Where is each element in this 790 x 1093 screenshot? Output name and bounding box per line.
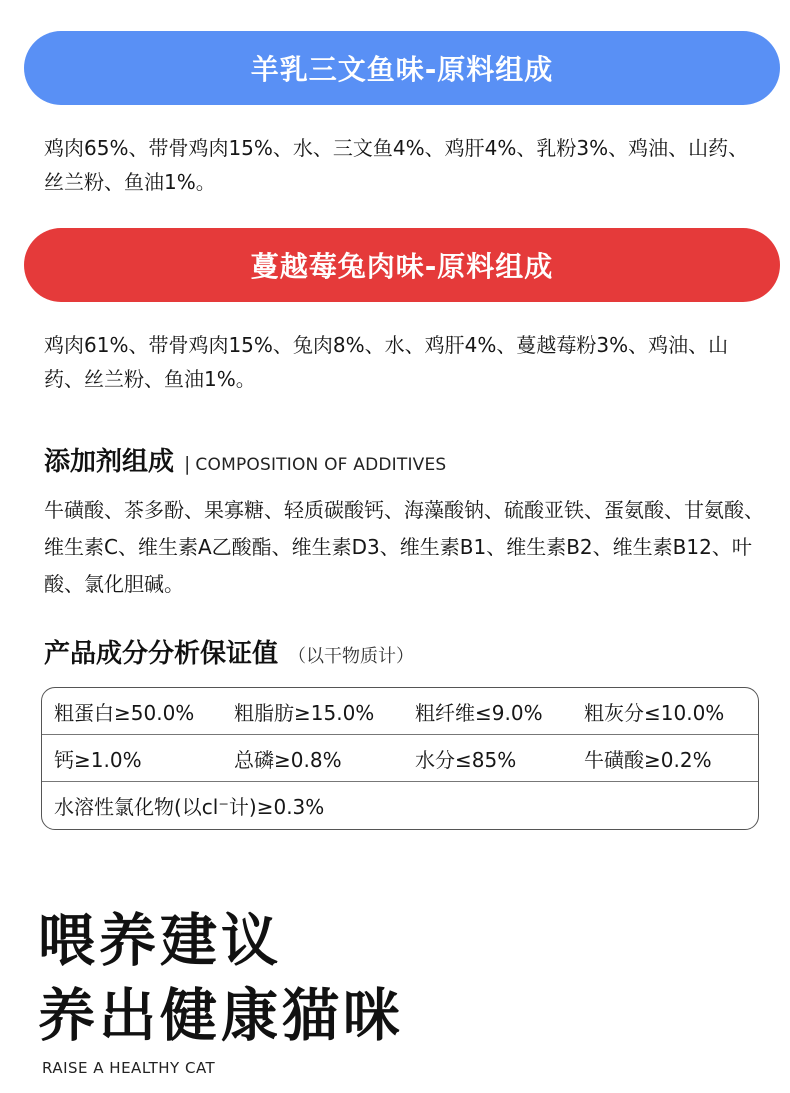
- salmon-section-title: 羊乳三文鱼味-原料组成: [250, 53, 554, 86]
- table-cell: 总磷≥0.8%: [234, 747, 342, 772]
- analysis-heading: [44, 633, 414, 670]
- cranberry-section-banner: [24, 228, 780, 302]
- cranberry-section-title: 蔓越莓兔肉味-原料组成: [250, 250, 554, 283]
- additives-title: 添加剂组成: [44, 447, 175, 477]
- table-cell: 粗脂肪≥15.0%: [234, 700, 375, 725]
- analysis-table: [41, 687, 759, 830]
- table-row: [42, 782, 758, 829]
- feeding-headline-line1: 喂养建议: [38, 908, 282, 974]
- table-cell: 钙≥1.0%: [54, 747, 142, 772]
- feeding-tagline: RAISE A HEALTHY CAT: [42, 1059, 216, 1077]
- table-row: [42, 688, 758, 735]
- table-cell: 粗纤维≤9.0%: [415, 700, 543, 725]
- salmon-section-banner: [24, 31, 780, 105]
- additives-heading-separator: |: [184, 453, 191, 475]
- table-cell: 粗蛋白≥50.0%: [54, 700, 195, 725]
- analysis-note: （以干物质计）: [288, 646, 415, 667]
- feeding-headline-line2: 养出健康猫咪: [38, 983, 404, 1049]
- additives-text: 牛磺酸、茶多酚、果寡糖、轻质碳酸钙、海藻酸钠、硫酸亚铁、蛋氨酸、甘氨酸、维生素C、维生素A乙酸酯、维生素D3、维生素B1、维生素B2、维生素B12、叶酸、氯化胆碱。: [44, 498, 764, 596]
- additives-heading: [44, 441, 446, 478]
- table-cell: 粗灰分≤10.0%: [584, 700, 725, 725]
- table-cell: 水分≤85%: [415, 747, 517, 772]
- analysis-title: 产品成分分析保证值: [44, 639, 279, 669]
- additives-title-english: COMPOSITION OF ADDITIVES: [195, 455, 447, 475]
- table-row: [42, 735, 758, 782]
- table-cell: 牛磺酸≥0.2%: [584, 747, 712, 772]
- table-cell: 水溶性氯化物(以cl⁻计)≥0.3%: [54, 795, 325, 819]
- salmon-ingredients-text: 鸡肉65%、带骨鸡肉15%、水、三文鱼4%、鸡肝4%、乳粉3%、鸡油、山药、丝兰粉、鱼油1%。: [44, 136, 749, 194]
- cranberry-ingredients-text: 鸡肉61%、带骨鸡肉15%、兔肉8%、水、鸡肝4%、蔓越莓粉3%、鸡油、山药、丝兰粉、鱼油1%。: [44, 333, 729, 391]
